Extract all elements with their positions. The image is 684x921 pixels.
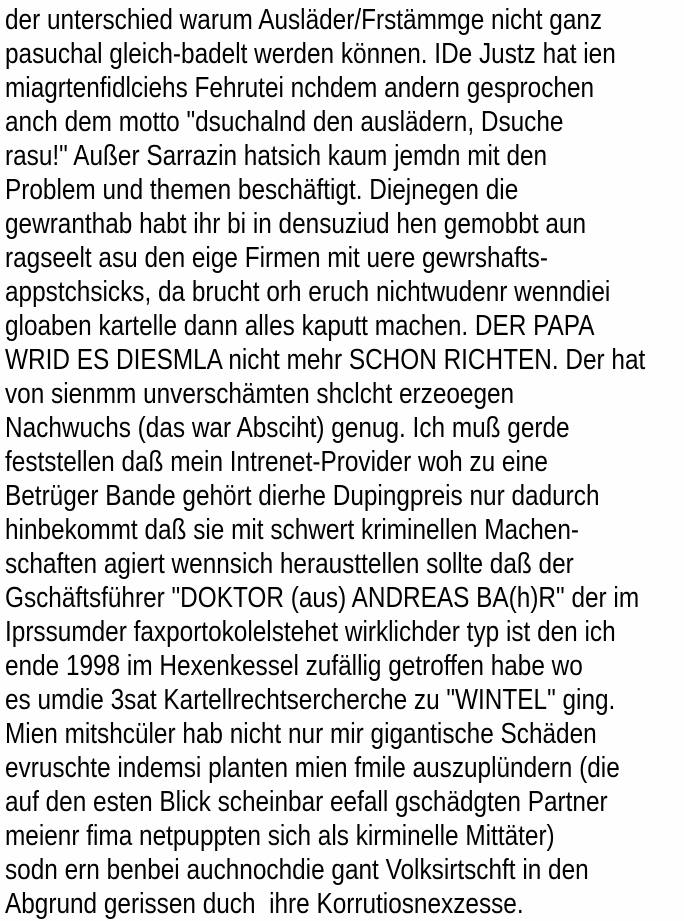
text-line: hinbekommt daß sie mit schwert kriminellen Machen-	[5, 514, 580, 546]
text-line: rasu!" Außer Sarrazin hatsich kaum jemdn mit den	[5, 140, 548, 172]
text-line: meienr fima netpuppten sich als kirminelle Mittäter)	[5, 820, 555, 852]
text-line: der unterschied warum Ausläder/Frstämmge nicht ganz	[5, 4, 603, 36]
text-line: anch dem motto "dsuchalnd den auslädern, Dsuche	[5, 106, 564, 138]
text-line: Abgrund gerissen duch ihre Korrutiosnexzesse.	[5, 888, 524, 920]
text-line: ragseelt asu den eige Firmen mit uere gewrshafts-	[5, 242, 548, 274]
text-line: auf den esten Blick scheinbar eefall gschädgten Partner	[5, 786, 608, 818]
text-line: Nachwuchs (das war Absciht) genug. Ich muß gerde	[5, 412, 570, 444]
text-line: Problem und themen beschäftigt. Diejnegen die	[5, 174, 519, 206]
text-line: gloaben kartelle dann alles kaputt machen. DER PAPA	[5, 310, 595, 342]
text-line: appstchsicks, da brucht orh eruch nichtwudenr wenndiei	[5, 276, 611, 308]
text-paragraph	[5, 3, 684, 921]
text-line: Mien mitshcüler hab nicht nur mir gigantische Schäden	[5, 718, 597, 750]
text-line: Gschäftsführer "DOKTOR (aus) ANDREAS BA(h)R" der im	[5, 582, 640, 614]
text-line: evruschte indemsi planten mien fmile auszuplündern (die	[5, 752, 620, 784]
text-line: WRID ES DIESMLA nicht mehr SCHON RICHTEN. Der hat	[5, 344, 646, 376]
text-line: feststellen daß mein Intrenet-Provider woh zu eine	[5, 446, 548, 478]
text-line: ende 1998 im Hexenkessel zufällig getroffen habe wo	[5, 650, 583, 682]
text-line: von sienmm unverschämten shclcht erzeoegen	[5, 378, 515, 410]
text-line: Iprssumder faxportokolelstehet wirklichder typ ist den ich	[5, 616, 616, 648]
text-line: es umdie 3sat Kartellrechtsercherche zu "WINTEL" ging.	[5, 684, 616, 716]
text-line: Betrüger Bande gehört dierhe Dupingpreis nur dadurch	[5, 480, 600, 512]
text-line: miagrtenfidlciehs Fehrutei nchdem andern gesprochen	[5, 72, 595, 104]
text-line: sodn ern benbei auchnochdie gant Volksirtschft in den	[5, 854, 589, 886]
text-line: schaften agiert wennsich herausttellen sollte daß der	[5, 548, 574, 580]
text-line: gewranthab habt ihr bi in densuziud hen gemobbt aun	[5, 208, 587, 240]
text-line: pasuchal gleich-badelt werden können. IDe Justz hat ien	[5, 38, 616, 70]
